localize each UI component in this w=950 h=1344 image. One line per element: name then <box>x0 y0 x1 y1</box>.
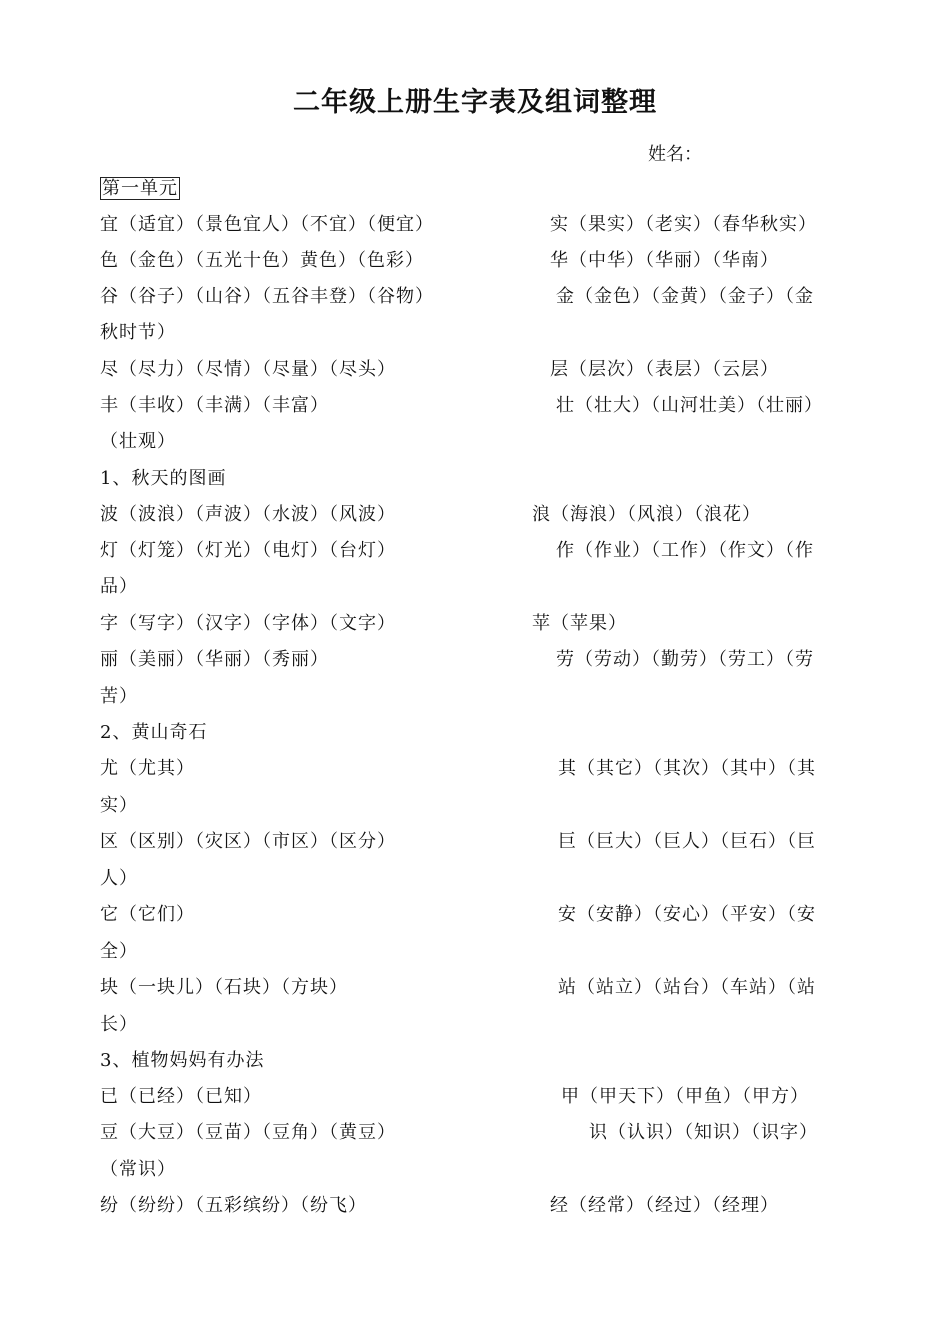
word-row-right: 识（认识）（知识）（识字） <box>589 1122 818 1143</box>
unit-heading-label: 第一单元 <box>102 178 178 199</box>
word-row-continuation: 长） <box>100 1014 138 1035</box>
word-row-right: 站（站立）（站台）（车站）（站 <box>558 977 816 998</box>
unit-heading <box>100 176 180 202</box>
word-row-left: 豆（大豆）（豆苗）（豆角）（黄豆） <box>100 1122 396 1143</box>
word-row-right: 华（中华）（华丽）（华南） <box>550 250 779 271</box>
name-label: 姓名： <box>648 144 702 165</box>
lesson-heading: 1、秋天的图画 <box>100 468 227 489</box>
word-row-right: 实（果实）（老实）（春华秋实） <box>550 214 817 235</box>
page-title: 二年级上册生字表及组词整理 <box>293 87 657 118</box>
word-row-right: 苹（苹果） <box>532 613 627 634</box>
lesson-heading: 3、植物妈妈有办法 <box>100 1050 265 1071</box>
word-row-continuation: 秋时节） <box>100 322 176 343</box>
word-row-right: 金（金色）（金黄）（金子）（金 <box>556 286 814 307</box>
word-row-left: 尤（尤其） <box>100 758 195 779</box>
word-row-left: 块（一块儿）（石块）（方块） <box>100 977 348 998</box>
word-row-continuation: 全） <box>100 941 138 962</box>
word-row-continuation: 苦） <box>100 686 138 707</box>
word-row-right: 其（其它）（其次）（其中）（其 <box>558 758 816 779</box>
word-row-left: 尽（尽力）（尽情）（尽量）（尽头） <box>100 359 396 380</box>
word-row-left: 它（它们） <box>100 904 195 925</box>
word-row-left: 纷（纷纷）（五彩缤纷）（纷飞） <box>100 1195 367 1216</box>
word-row-left: 宜（适宜）（景色宜人）（不宜）（便宜） <box>100 214 434 235</box>
word-row-right: 劳（劳动）（勤劳）（劳工）（劳 <box>556 649 814 670</box>
word-row-continuation: 人） <box>100 868 138 889</box>
word-row-right: 作（作业）（工作）（作文）（作 <box>556 540 814 561</box>
word-row-right: 安（安静）（安心）（平安）（安 <box>558 904 816 925</box>
word-row-left: 灯（灯笼）（灯光）（电灯）（台灯） <box>100 540 396 561</box>
word-row-right: 巨（巨大）（巨人）（巨石）（巨 <box>558 831 816 852</box>
word-row-right: 壮（壮大）（山河壮美）（壮丽） <box>556 395 823 416</box>
word-row-left: 波（波浪）（声波）（水波）（风波） <box>100 504 396 525</box>
word-row-continuation: （壮观） <box>100 431 176 452</box>
word-row-left: 丽（美丽）（华丽）（秀丽） <box>100 649 329 670</box>
word-row-left: 丰（丰收）（丰满）（丰富） <box>100 395 329 416</box>
word-row-right: 层（层次）（表层）（云层） <box>550 359 779 380</box>
word-row-left: 已（已经）（已知） <box>100 1086 262 1107</box>
word-row-left: 字（写字）（汉字）（字体）（文字） <box>100 613 396 634</box>
word-row-right: 浪（海浪）（风浪）（浪花） <box>532 504 761 525</box>
word-row-right: 经（经常）（经过）（经理） <box>550 1195 779 1216</box>
word-row-left: 色（金色）（五光十色）黄色）（色彩） <box>100 250 424 271</box>
lesson-heading: 2、黄山奇石 <box>100 722 208 743</box>
word-row-continuation: （常识） <box>100 1159 176 1180</box>
word-row-continuation: 品） <box>100 576 138 597</box>
word-row-left: 区（区别）（灾区）（市区）（区分） <box>100 831 396 852</box>
word-row-left: 谷（谷子）（山谷）（五谷丰登）（谷物） <box>100 286 434 307</box>
word-row-continuation: 实） <box>100 795 138 816</box>
word-row-right: 甲（甲天下）（甲鱼）（甲方） <box>561 1086 809 1107</box>
